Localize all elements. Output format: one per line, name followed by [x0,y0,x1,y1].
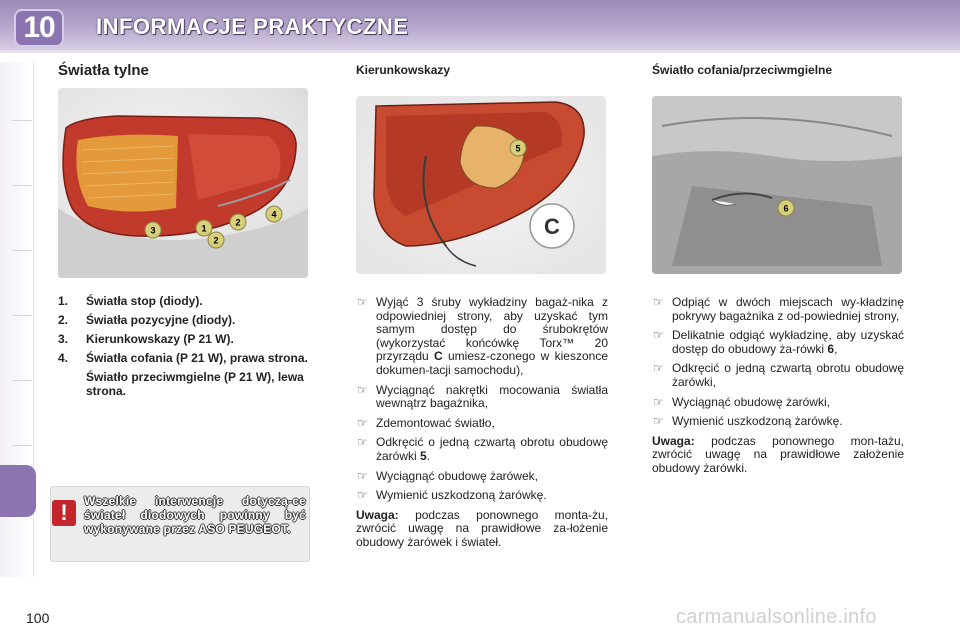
bullet-text: Wyciągnąć obudowę żarówki, [672,394,830,409]
pointing-hand-icon: ☞ [357,295,368,309]
reversing-fog-lamp-drawing [652,96,902,274]
callout-3: 3 [150,225,156,236]
bullet-text: Delikatnie odgiąć wykładzinę, aby uzyskać dostęp do obudowy ża-rówki [672,328,904,356]
note [356,509,608,550]
fog-light-note: Światło przeciwmgielne (P 21 W), lewa strona. [86,370,304,398]
warning-text: Wszelkie interwencje dotyczą-ce świateł diodowych powinny być wykonywane przez ASO PEUGEOT. [84,494,306,536]
bullet-bold: 6 [827,341,835,356]
bullet-text: Zdemontować światło, [376,415,495,430]
rear-lamp-drawing [58,88,308,278]
callout-6: 6 [783,203,789,214]
indicator-instructions [356,296,608,550]
indicator-lamp-drawing [356,96,606,274]
pointing-hand-icon: ☞ [653,295,664,309]
list-item-number: 3. [58,332,69,346]
rear-lights-list [58,294,308,398]
list-item [356,436,608,463]
pointing-hand-icon: ☞ [357,488,368,503]
list-item [356,489,608,503]
pointing-hand-icon: ☞ [653,328,664,343]
note-text: podczas ponownego mon-tażu, zwrócić uwagę na prawidłowe założenie obudowy żarówki. [652,433,904,475]
list-item [58,313,308,328]
list-item-number: 1. [58,294,69,308]
pointing-hand-icon: ☞ [357,415,368,430]
tab-divider [12,445,32,446]
list-item [356,296,608,378]
tab-divider [12,250,32,251]
page-number: 100 [26,610,50,626]
bullet-text: Odkręcić o jedną czwartą obrotu obudowę żarówki, [672,361,904,389]
list-item [652,396,904,410]
bullet-text-end: , [834,341,838,356]
callout-5: 5 [515,143,521,154]
list-item-text: Światła pozycyjne (diody). [86,313,236,327]
list-item-number: 4. [58,351,69,365]
list-item [652,329,904,356]
rear-lamp-illustration [58,88,308,278]
bullet-text: Wyciągnąć nakrętki mocowania światła wewnątrz bagażnika, [376,382,608,411]
indicator-lamp-illustration [356,96,606,274]
callout-4: 4 [271,209,277,220]
reversing-fog-lamp-illustration [652,96,902,274]
note-label: Uwaga: [652,433,695,448]
pointing-hand-icon: ☞ [357,382,368,397]
bullet-text-end: . [426,448,431,463]
tab-divider [12,185,32,186]
list-item [652,296,904,323]
list-item-text: Światła stop (diody). [86,294,203,308]
note-text: podczas ponownego monta-żu, zwrócić uwagę na prawidłowe za-łożenie obudowy żarówek i świateł. [356,507,608,549]
list-item [58,294,308,309]
chapter-badge: 10 [14,9,64,47]
list-item [58,351,308,366]
section-title-reversing-fog: Światło cofania/przeciwmgielne [652,63,833,77]
section-title-indicators: Kierunkowskazy [356,63,451,77]
list-item [356,384,608,411]
bullet-bold: 5 [420,448,427,463]
tool-c-label: C [544,214,560,239]
bullet-text: Wymienić uszkodzoną żarówkę. [376,488,547,503]
tab-divider [12,380,32,381]
bullet-text: Wyjąć 3 śruby wykładziny bagaż-nika z odpowiedniej strony, aby uzyskać tym samym dostęp do śrubokrętów (wykorzystać końcówkę Torx™ 20 przyrządu [376,295,608,364]
list-item [652,415,904,429]
note-label: Uwaga: [356,507,399,522]
list-item [356,470,608,484]
tab-divider [12,120,32,121]
bullet-text: Odpiąć w dwóch miejscach wy-kładzinę pokrywy bagażnika z od-powiedniej strony, [672,295,904,323]
pointing-hand-icon: ☞ [653,394,664,409]
bullet-text-end: umiesz-czonego w kieszonce dokumen-tacji samochodu), [376,349,608,377]
warning-icon: ! [52,500,76,526]
callout-1: 1 [201,223,207,234]
note [652,435,904,476]
pointing-hand-icon: ☞ [357,468,368,483]
pointing-hand-icon: ☞ [653,361,664,376]
section-title-rear-lights: Światła tylne [58,62,149,79]
callout-2b: 2 [213,235,219,246]
list-item [356,417,608,431]
bullet-bold: C [434,349,443,364]
list-item [652,362,904,389]
list-item-text: Światła cofania (P 21 W), prawa strona. [86,351,308,365]
header-divider [0,50,960,53]
list-item-text: Kierunkowskazy (P 21 W). [86,332,234,346]
bullet-text: Odkręcić o jedną czwartą obrotu obudowę żarówki [376,435,608,463]
watermark: carmanualsonline.info [676,606,877,628]
reversing-fog-instructions [652,296,904,476]
chapter-tab-active[interactable] [0,465,36,517]
bullet-text: Wyciągnąć obudowę żarówek, [376,468,538,483]
list-item [58,332,308,347]
tab-divider [12,315,32,316]
pointing-hand-icon: ☞ [357,435,368,450]
page-title: INFORMACJE PRAKTYCZNE [96,14,409,39]
pointing-hand-icon: ☞ [653,414,664,429]
callout-2: 2 [235,217,241,228]
list-item-number: 2. [58,313,69,327]
bullet-text: Wymienić uszkodzoną żarówkę. [672,414,843,429]
